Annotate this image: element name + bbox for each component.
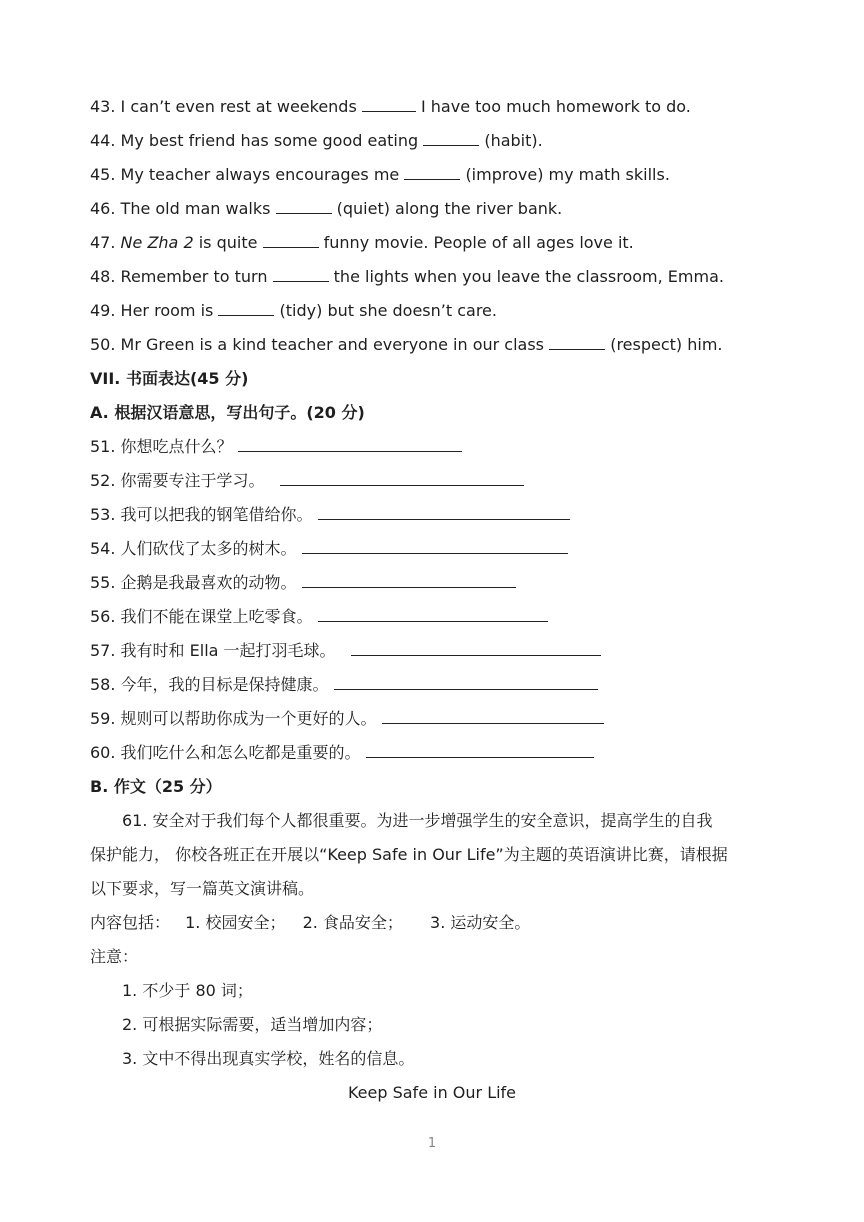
writing-prompt-line-1: 61. 安全对于我们每个人都很重要。为进一步增强学生的安全意识，提高学生的自我 bbox=[122, 811, 713, 830]
question-text-end: I have too much homework to do. bbox=[420, 97, 691, 116]
answer-blank[interactable] bbox=[362, 97, 416, 112]
question-54 bbox=[90, 538, 568, 560]
question-number: 55. bbox=[90, 573, 116, 592]
question-text: Remember to turn bbox=[120, 267, 268, 286]
answer-blank[interactable] bbox=[318, 607, 548, 622]
note-item: 2. 可根据实际需要，适当增加内容； bbox=[122, 1015, 383, 1034]
content-item: 2. 食品安全； bbox=[302, 913, 403, 932]
answer-blank[interactable] bbox=[404, 165, 460, 180]
content-label: 内容包括： bbox=[90, 913, 171, 932]
question-text: 你想吃点什么？ bbox=[120, 437, 233, 456]
answer-blank[interactable] bbox=[263, 233, 319, 248]
question-number: 48. bbox=[90, 267, 116, 286]
content-requirements bbox=[90, 912, 530, 934]
question-text: is quite bbox=[198, 233, 258, 252]
question-47 bbox=[90, 232, 634, 254]
question-51 bbox=[90, 436, 462, 458]
question-text: My teacher always encourages me bbox=[120, 165, 400, 184]
answer-blank[interactable] bbox=[280, 471, 524, 486]
question-44 bbox=[90, 130, 543, 152]
answer-blank[interactable] bbox=[238, 437, 462, 452]
question-number: 44. bbox=[90, 131, 116, 150]
movie-title: Ne Zha 2 bbox=[120, 233, 194, 252]
question-text: 规则可以帮助你成为一个更好的人。 bbox=[120, 709, 377, 728]
question-text: 你需要专注于学习。 bbox=[120, 471, 265, 490]
question-text-end: (respect) him. bbox=[610, 335, 723, 354]
answer-blank[interactable] bbox=[318, 505, 570, 520]
question-48 bbox=[90, 266, 724, 288]
question-number: 45. bbox=[90, 165, 116, 184]
question-number: 50. bbox=[90, 335, 116, 354]
question-text: Her room is bbox=[120, 301, 214, 320]
question-number: 46. bbox=[90, 199, 116, 218]
answer-blank[interactable] bbox=[549, 335, 605, 350]
essay-title: Keep Safe in Our Life bbox=[347, 1083, 517, 1102]
question-text-end: (improve) my math skills. bbox=[465, 165, 670, 184]
answer-blank[interactable] bbox=[423, 131, 479, 146]
question-45 bbox=[90, 164, 670, 186]
answer-blank[interactable] bbox=[351, 641, 601, 656]
answer-blank[interactable] bbox=[366, 743, 594, 758]
question-number: 52. bbox=[90, 471, 116, 490]
question-number: 43. bbox=[90, 97, 116, 116]
content-item: 3. 运动安全。 bbox=[430, 913, 531, 932]
question-number: 57. bbox=[90, 641, 116, 660]
question-60 bbox=[90, 742, 594, 764]
content-item: 1. 校园安全； bbox=[185, 913, 286, 932]
page-number: 1 bbox=[427, 1136, 437, 1151]
writing-prompt-line-2: 保护能力， 你校各班正在开展以“Keep Safe in Our Life”为主题的英语演讲比赛，请根据 bbox=[90, 845, 728, 864]
answer-blank[interactable] bbox=[302, 573, 516, 588]
note-item: 3. 文中不得出现真实学校，姓名的信息。 bbox=[122, 1049, 415, 1068]
question-text: 我们不能在课堂上吃零食。 bbox=[120, 607, 313, 626]
question-50 bbox=[90, 334, 723, 356]
question-56 bbox=[90, 606, 548, 628]
question-text-end: (tidy) but she doesn’t care. bbox=[279, 301, 497, 320]
question-number: 56. bbox=[90, 607, 116, 626]
answer-blank[interactable] bbox=[302, 539, 568, 554]
part-b-heading: B. 作文（25 分） bbox=[90, 777, 222, 796]
question-number: 51. bbox=[90, 437, 116, 456]
answer-blank[interactable] bbox=[273, 267, 329, 282]
question-55 bbox=[90, 572, 516, 594]
question-text: 我们吃什么和怎么吃都是重要的。 bbox=[120, 743, 361, 762]
question-59 bbox=[90, 708, 604, 730]
question-text: 我有时和 Ella 一起打羽毛球。 bbox=[120, 641, 336, 660]
question-text-end: the lights when you leave the classroom, Emma. bbox=[333, 267, 724, 286]
answer-blank[interactable] bbox=[382, 709, 604, 724]
question-text: I can’t even rest at weekends bbox=[120, 97, 357, 116]
note-item: 1. 不少于 80 词； bbox=[122, 981, 253, 1000]
part-a-heading: A. 根据汉语意思，写出句子。(20 分) bbox=[90, 403, 365, 422]
question-57 bbox=[90, 640, 601, 662]
question-text: My best friend has some good eating bbox=[120, 131, 419, 150]
answer-blank[interactable] bbox=[334, 675, 598, 690]
question-number: 59. bbox=[90, 709, 116, 728]
section-heading: VII. 书面表达(45 分) bbox=[90, 369, 249, 388]
question-text-end: funny movie. People of all ages love it. bbox=[323, 233, 634, 252]
question-number: 53. bbox=[90, 505, 116, 524]
question-53 bbox=[90, 504, 570, 526]
notes-label: 注意： bbox=[90, 947, 139, 966]
writing-prompt-line-3: 以下要求，写一篇英文演讲稿。 bbox=[90, 879, 315, 898]
question-46 bbox=[90, 198, 562, 220]
question-text: 企鹅是我最喜欢的动物。 bbox=[120, 573, 297, 592]
answer-blank[interactable] bbox=[276, 199, 332, 214]
question-text-end: (habit). bbox=[484, 131, 543, 150]
question-text: Mr Green is a kind teacher and everyone in our class bbox=[120, 335, 545, 354]
question-49 bbox=[90, 300, 497, 322]
question-text: 人们砍伐了太多的树木。 bbox=[120, 539, 297, 558]
question-text: 今年，我的目标是保持健康。 bbox=[120, 675, 329, 694]
question-number: 49. bbox=[90, 301, 116, 320]
question-number: 47. bbox=[90, 233, 116, 252]
question-text-end: (quiet) along the river bank. bbox=[336, 199, 563, 218]
question-43 bbox=[90, 96, 691, 118]
question-number: 58. bbox=[90, 675, 116, 694]
question-52 bbox=[90, 470, 524, 492]
question-text: 我可以把我的钢笔借给你。 bbox=[120, 505, 313, 524]
question-58 bbox=[90, 674, 598, 696]
question-number: 60. bbox=[90, 743, 116, 762]
question-number: 54. bbox=[90, 539, 116, 558]
answer-blank[interactable] bbox=[218, 301, 274, 316]
question-text: The old man walks bbox=[120, 199, 271, 218]
